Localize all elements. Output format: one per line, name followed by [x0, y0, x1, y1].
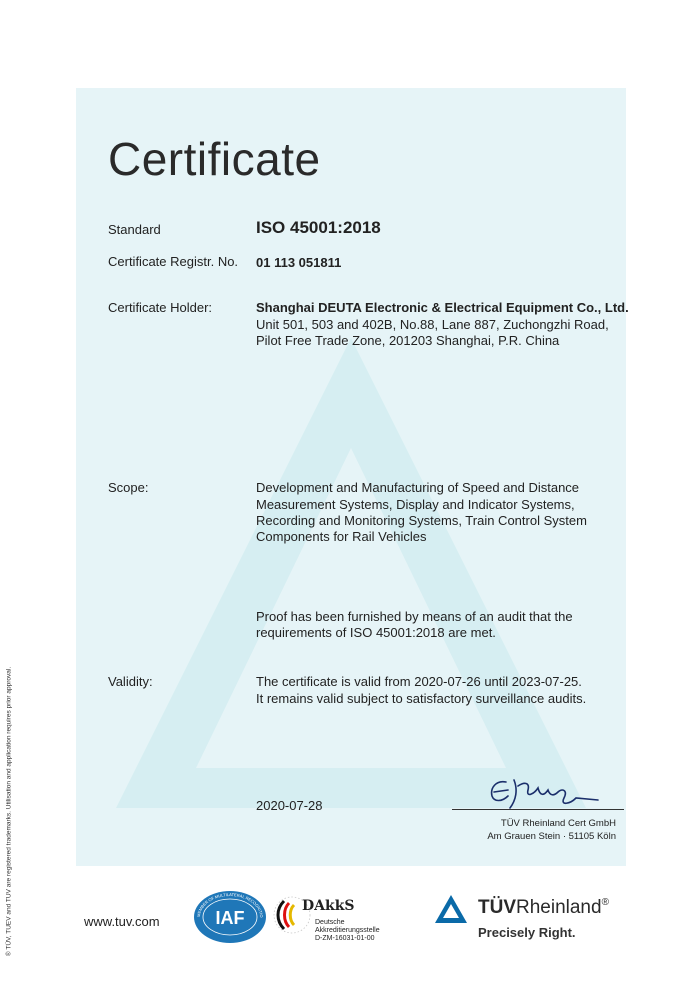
trademark-note: ® TÜV, TUEV and TUV are registered trademarks. Utilisation and application requires prior approval. — [5, 666, 13, 957]
validity-label: Validity: — [108, 674, 153, 689]
tuv-slogan: Precisely Right. — [478, 925, 576, 940]
regno-value: 01 113 051811 — [256, 255, 342, 270]
standard-label: Standard — [108, 222, 161, 237]
dakks-sub-line-2: Akkreditierungsstelle — [315, 927, 380, 934]
watermark-triangle — [76, 88, 626, 866]
proof-line-1: Proof has been furnished by means of an audit that the — [256, 609, 573, 624]
issue-date: 2020-07-28 — [256, 798, 323, 813]
scope-line-4: Components for Rail Vehicles — [256, 529, 427, 544]
holder-address-line-2: Pilot Free Trade Zone, 201203 Shanghai, P.R. China — [256, 333, 560, 348]
validity-line-2: It remains valid subject to satisfactory surveillance audits. — [256, 691, 587, 706]
iaf-logo — [192, 889, 268, 945]
dakks-sub-line-1: Deutsche — [315, 919, 345, 926]
tuv-registered-mark: ® — [601, 897, 609, 908]
regno-label: Certificate Registr. No. — [108, 254, 239, 269]
signature-line — [452, 809, 624, 810]
scope-label: Scope: — [108, 480, 149, 495]
scope-line-2: Measurement Systems, Display and Indicator Systems, — [256, 497, 575, 512]
issuer-block — [487, 817, 616, 843]
tuv-brand — [478, 897, 609, 919]
website-link[interactable]: www.tuv.com — [84, 914, 160, 929]
tuv-brand-suffix: Rheinland — [516, 897, 602, 918]
tuv-brand-prefix: TÜV — [478, 897, 516, 918]
dakks-sub-line-3: D-ZM-16031-01-00 — [315, 935, 375, 942]
dakks-subtitle — [315, 919, 380, 943]
tuv-triangle-icon — [433, 893, 469, 925]
certificate-background — [76, 88, 626, 866]
iaf-ring-text: MEMBER OF MULTILATERAL RECOGNITIO — [195, 891, 265, 918]
proof-line-2: requirements of ISO 45001:2018 are met. — [256, 625, 496, 640]
scope-line-1: Development and Manufacturing of Speed and Distance — [256, 480, 580, 495]
holder-address-line-1: Unit 501, 503 and 402B, No.88, Lane 887, Zuchongzhi Road, — [256, 317, 609, 332]
standard-value: ISO 45001:2018 — [256, 218, 381, 237]
dakks-name: DAkkS — [302, 898, 355, 914]
holder-label: Certificate Holder: — [108, 300, 213, 315]
iaf-text: IAF — [215, 908, 245, 928]
issuer-name: TÜV Rheinland Cert GmbH — [500, 818, 616, 829]
certificate-title: Certificate — [108, 133, 321, 185]
validity-line-1: The certificate is valid from 2020-07-26 until 2023-07-25. — [256, 674, 582, 689]
scope-line-3: Recording and Monitoring Systems, Train Control System — [256, 513, 587, 528]
issuer-address: Am Grauen Stein · 51105 Köln — [487, 831, 616, 842]
holder-name: Shanghai DEUTA Electronic & Electrical Equipment Co., Ltd. — [256, 300, 629, 315]
